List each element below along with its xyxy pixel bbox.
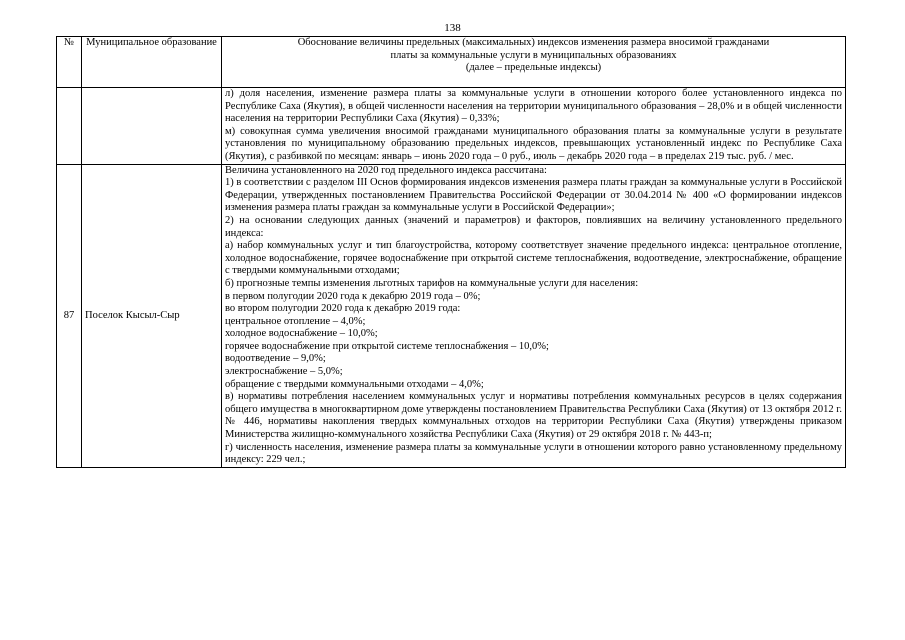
paragraph-1: 1) в соответствии с разделом III Основ формирования индексов изменения размера платы граждан за коммунальные услуги в Российской Федерации, утвержденных постановлением Правительства Российской Федерации от 30.04.2014 № 400 «О формировании индексов изменения размера платы граждан за коммунальные услуги в Российской Федерации»;: [225, 177, 842, 214]
page-number: 138: [444, 22, 461, 34]
paragraph-second-half: во втором полугодии 2020 года к декабрю 2019 года:: [225, 303, 461, 315]
tariff-hot-water: горячее водоснабжение при открытой системе теплоснабжения – 10,0%;: [225, 340, 549, 352]
paragraph-m: м) совокупная сумма увеличения вносимой гражданами муниципального образования платы за коммунальные услуги в результате установления по муниципальному образованию предельных индексов, превышающих установленный индекс по Республике Саха (Якутия), с разбивкой по месяцам: январь – июнь 2020 года – 0 руб., июль – декабрь 2020 года – в пределах 219 тыс. руб. / мес.: [225, 125, 842, 162]
header-municipality: Муниципальное образование: [82, 37, 222, 88]
continuation-municipality-cell: [82, 88, 222, 165]
continuation-reasoning-cell: [222, 88, 846, 165]
indices-table: [56, 36, 846, 468]
paragraph-intro: Величина установленного на 2020 год предельного индекса рассчитана:: [225, 164, 547, 176]
row-reasoning-cell: [222, 164, 846, 467]
paragraph-first-half: в первом полугодии 2020 года к декабрю 2019 года – 0%;: [225, 290, 481, 302]
table-row-87: [57, 164, 846, 467]
header-number: №: [57, 37, 82, 88]
tariff-sewerage: водоотведение – 9,0%;: [225, 353, 326, 365]
header-reasoning-line-2: платы за коммунальные услуги в муниципальных образованиях: [390, 49, 677, 61]
paragraph-b: б) прогнозные темпы изменения льготных тарифов на коммунальные услуги для населения:: [225, 277, 639, 289]
paragraph-g: г) численность населения, изменение размера платы за коммунальные услуги в отношении которого равно установленному предельному индексу: 229 чел.;: [225, 441, 842, 466]
paragraph-v: в) нормативы потребления населением коммунальных услуг и нормативы потребления коммунальных ресурсов в целях содержания общего имущества в многоквартирном доме утверждены постановлением Правительства Республики Саха (Якутия) от 13 октября 2012 г. № 446, нормативы накопления твердых коммунальных отходов на территории Республики Саха (Якутия) утверждены приказом Министерства жилищно-коммунального хозяйства Республики Саха (Якутия) от 29 октября 2018 г. № 443-п;: [225, 391, 842, 441]
header-reasoning-line-3: (далее – предельные индексы): [465, 62, 602, 73]
paragraph-l: л) доля населения, изменение размера платы за коммунальные услуги в отношении которого более установленного индекса по Республике Саха (Якутия), в общей численности населения на территории муниципального образования – 28,0% и в общей численности населения на территории Республики Саха (Якутия) – 0,33%;: [225, 88, 842, 125]
header-reasoning: [222, 37, 846, 88]
tariff-heating: центральное отопление – 4,0%;: [225, 315, 366, 327]
tariff-electricity: электроснабжение – 5,0%;: [225, 366, 343, 378]
row-number: 87: [57, 164, 82, 467]
paragraph-a: а) набор коммунальных услуг и тип благоустройства, которому соответствует значение предельного индекса: центральное отопление, холодное водоснабжение, горячее водоснабжение при открытой системе теплоснабжения, водоотведение, электроснабжение, обращение с твердыми коммунальными отходами;: [225, 240, 842, 277]
paragraph-2: 2) на основании следующих данных (значений и параметров) и факторов, повлиявших на величину установленного предельного индекса:: [225, 214, 842, 239]
tariff-cold-water: холодное водоснабжение – 10,0%;: [225, 328, 378, 340]
tariff-solid-waste: обращение с твердыми коммунальными отходами – 4,0%;: [225, 378, 484, 390]
document-table-viewport: [56, 36, 848, 610]
header-reasoning-line-1: Обоснование величины предельных (максимальных) индексов изменения размера вносимой гражданами: [297, 37, 770, 48]
table-header-row: [57, 37, 846, 88]
row-municipality: Поселок Кысыл-Сыр: [82, 164, 222, 467]
table-row-continuation: [57, 88, 846, 165]
continuation-number-cell: [57, 88, 82, 165]
